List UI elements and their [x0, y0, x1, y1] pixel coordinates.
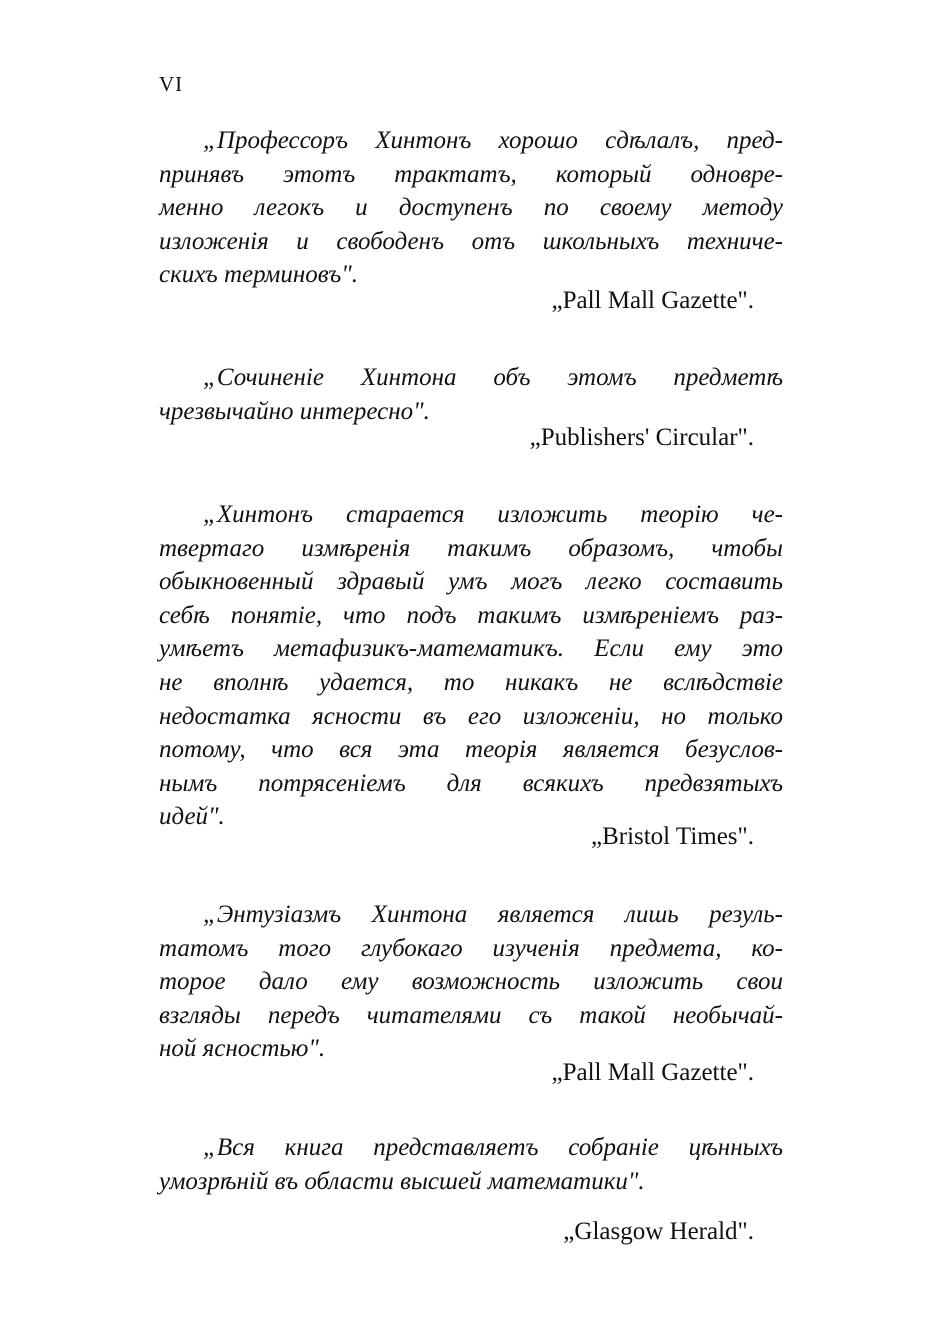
quote-line: идей".	[159, 803, 225, 831]
quote-line: ной ясностью".	[159, 1035, 326, 1063]
quote-line: изложенія и свободенъ отъ школьныхъ техниче-	[159, 227, 783, 255]
quote-line: нымъ потрясеніемъ для всякихъ предвзятыхъ	[159, 769, 783, 797]
review-quote-3	[159, 498, 783, 834]
quote-line: скихъ терминовъ".	[159, 261, 358, 289]
quote-line: умѣетъ метафизикъ-математикъ. Если ему это	[159, 635, 783, 663]
quote-line: „Вся книга представляетъ собраніе цѣнныхъ	[203, 1134, 783, 1161]
quote-line: „Хинтонъ старается изложить теорію че-	[203, 501, 783, 528]
quote-line: потому, что вся эта теорія является безуслов-	[159, 736, 783, 764]
quote-line: обыкновенный здравый умъ могъ легко составить	[159, 568, 783, 596]
review-source-3: „Bristol Times".	[590, 823, 754, 850]
page-number: VI	[159, 72, 184, 96]
quote-line: недостатка ясности въ его изложеніи, но только	[159, 702, 783, 730]
review-source-4: „Pall Mall Gazette".	[551, 1059, 754, 1086]
quote-line: менно легокъ и доступенъ по своему методу	[159, 194, 783, 222]
review-source-2: „Publishers' Circular".	[529, 424, 754, 451]
quote-line: твертаго измѣренія такимъ образомъ, чтобы	[159, 534, 783, 562]
quote-line: умозрѣній въ области высшей математики".	[159, 1167, 645, 1195]
quote-line: „Сочиненіе Хинтона объ этомъ предметѣ	[203, 364, 783, 391]
quote-line: торое дало ему возможность изложить свои	[159, 968, 783, 996]
quote-line: „Профессоръ Хинтонъ хорошо сдѣлалъ, пред-	[203, 127, 783, 154]
quote-line: татомъ того глубокаго изученія предмета, ко-	[159, 934, 783, 962]
quote-line: взгляды передъ читателями съ такой необычай-	[159, 1001, 783, 1029]
review-source-1: „Pall Mall Gazette".	[551, 287, 754, 314]
quote-line: принявъ этотъ трактатъ, который одновре-	[159, 160, 783, 188]
review-quote-5	[159, 1131, 783, 1198]
quote-line: себѣ понятіе, что подъ такимъ измѣреніемъ раз-	[159, 601, 783, 629]
review-quote-1	[159, 124, 783, 292]
quote-line: не вполнѣ удается, то никакъ не вслѣдствіе	[159, 668, 783, 696]
review-quote-2	[159, 361, 783, 428]
review-source-5: „Glasgow Herald".	[563, 1218, 754, 1245]
quote-line: „Энтузіазмъ Хинтона является лишь резуль-	[203, 901, 783, 928]
quote-line: чрезвычайно интересно".	[159, 397, 430, 425]
review-quote-4	[159, 898, 783, 1066]
